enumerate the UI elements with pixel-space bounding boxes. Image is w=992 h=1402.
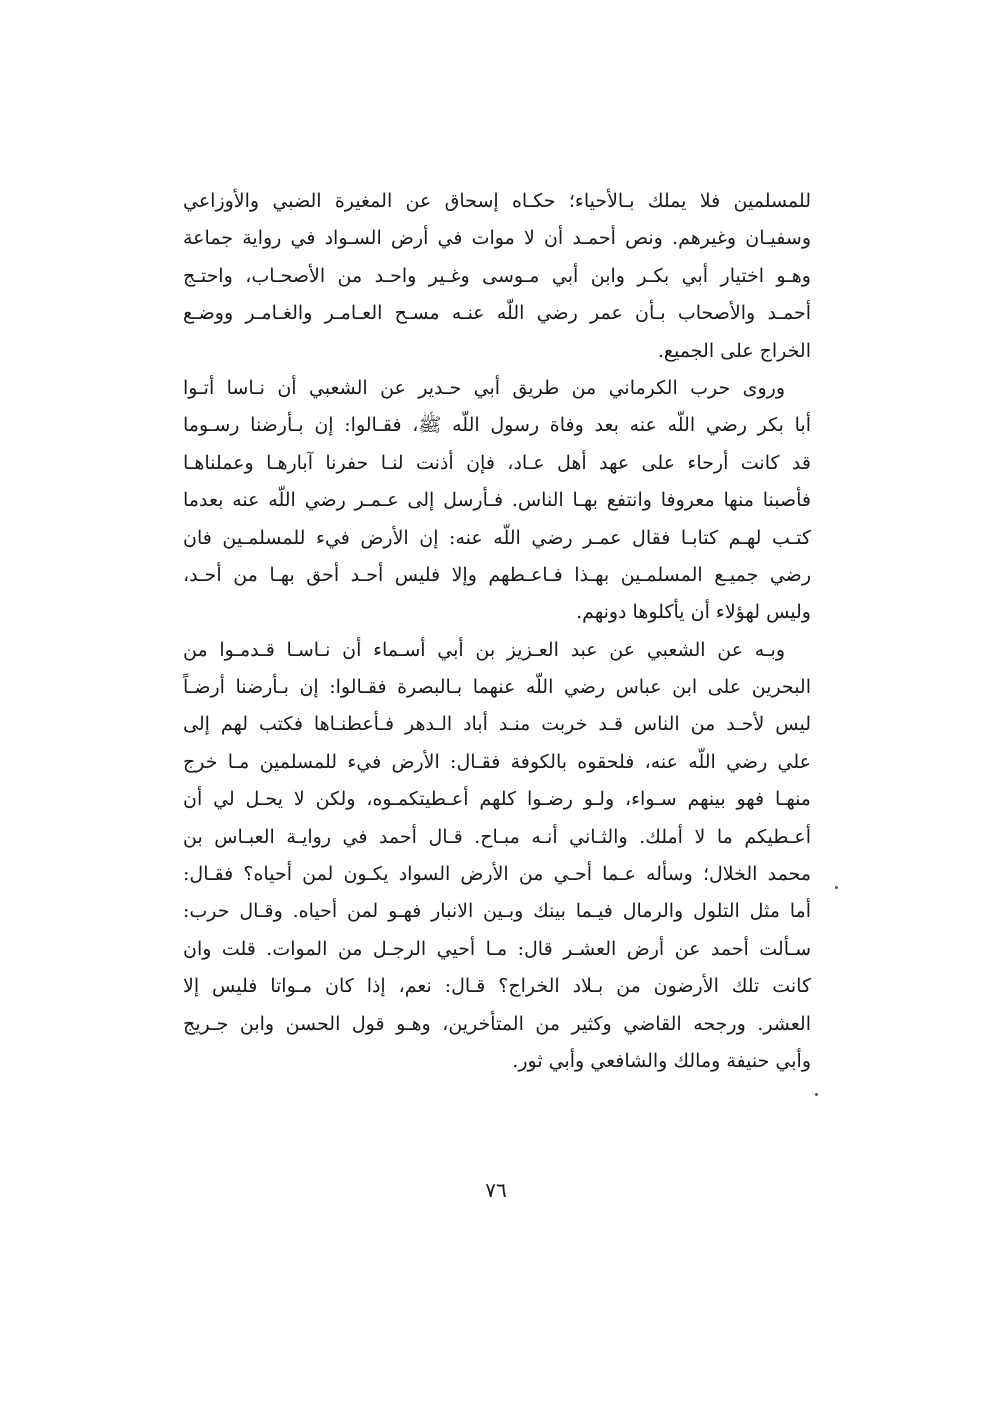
margin-speck [815, 1093, 818, 1096]
text-line: فأصبنا منها معروفا وانتفع بهـا الناس. فـأرسل إلى عـمـر رضي اللّه عنه بعدما [183, 489, 811, 512]
text-line: منهـا فهو بينهم سـواء، ولـو رضـوا كلهم أعـطيتكمـوه، ولكن لا يحـل لي أن [183, 788, 811, 811]
text-line: أما مثل التلول والرمال فيـما بينك وبـين الانبار فهـو لمن أحياه. وقـال حرب: [183, 900, 811, 923]
paragraph-2 [183, 370, 811, 632]
text-line: العشر. ورجحه القاضي وكثير من المتأخرين، وهـو قول الحسن وابن جـريج [183, 1012, 811, 1035]
text-line: وبـه عن الشعبي عن عبد العـزيز بن أبي أسـماء أن نـاسـا قـدمـوا من [183, 638, 785, 661]
body-text [183, 183, 811, 1080]
text-line: علي رضي اللّه عنه، فلحقوه بالكوفة فقـال: الأرض فيء للمسلمين مـا خرج [183, 750, 811, 773]
text-line: وسفيـان وغيرهم. ونص أحمـد أن لا موات في أرض السـواد في رواية جماعة [183, 227, 811, 250]
paragraph-3 [183, 632, 811, 1081]
text-line: وأبي حنيفة ومالك والشافعي وأبي ثور. [512, 1049, 811, 1072]
text-line: وليس لهؤلاء أن يأكلوها دونهم. [576, 601, 811, 624]
text-line: للمسلمين فلا يملك بـالأحياء؛ حكـاه إسحاق عن المغيرة الضبي والأوزاعي [183, 190, 811, 212]
margin-speck [835, 886, 838, 889]
text-line: أبا بكر رضي اللّه عنه بعد وفاة رسول اللّه ﷺ، فقـالوا: إن بـأرضنا رسـوما [183, 414, 811, 437]
text-line: قد كانت أرحاء على عهد أهل عـاد، فإن أذنت لنـا حفرنا آبارهـا وعملناهـا [183, 451, 811, 474]
text-line: وهـو اختيار أبي بكـر وابن أبي مـوسى وغـير واحـد من الأصحـاب، واحتـج [183, 264, 811, 287]
text-line: وروى حرب الكرماني من طريق أبي حـدير عن الشعبي أن نـاسا أتـوا [183, 376, 785, 399]
text-line: كانت تلك الأرضون من بـلاد الخراج؟ قـال: نعم، إذا كان مـواتا فليس إلا [183, 975, 811, 998]
text-line: سـألت أحمد عن أرض العشـر قال: مـا أحيي الرجـل من الموات. قلت وان [183, 937, 811, 960]
text-line: البحرين على ابن عباس رضي اللّه عنهما بـالبصرة فقـالوا: إن بـأرضنا أرضـاً [183, 676, 811, 699]
text-line: أعـطيكم ما لا أملك. والثـاني أنـه مبـاح. قـال أحمد في روايـة العبـاس بن [183, 825, 811, 848]
text-line: رضي جميـع المسلمـين بهـذا فـاعـطهم وإلا فليس أحـد أحق بهـا من أحـد، [183, 563, 811, 586]
page-number: ٧٦ [485, 1178, 507, 1202]
text-line: الخراج على الجميع. [657, 339, 811, 362]
text-line: أحمـد والأصحاب بـأن عمر رضي اللّه عنـه مسـح العـامـر والغـامـر ووضـع [183, 302, 811, 325]
text-line: محمد الخلال؛ وسأله عـما أحـي من الأرض السواد يكـون لمن أحياه؟ فقـال: [183, 863, 811, 886]
text-line: ليس لأحـد من الناس قـد خربت منـد أباد الـدهر فـأعطنـاها فكتب لهم إلى [183, 713, 811, 736]
paragraph-1 [183, 183, 811, 370]
text-line: كتـب لهـم كتابـا فقال عمـر رضي اللّه عنه: إن الأرض فيء للمسلمـين فان [183, 526, 811, 549]
